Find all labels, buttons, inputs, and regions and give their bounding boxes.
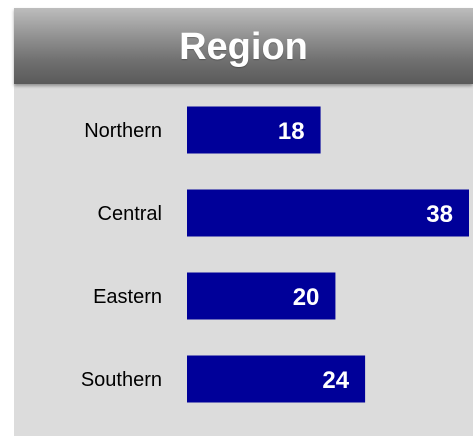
- value-label-central: 38: [426, 201, 453, 228]
- category-label-southern: Southern: [80, 369, 162, 391]
- category-label-northern: Northern: [84, 120, 162, 142]
- category-label-eastern: Eastern: [93, 286, 162, 308]
- chart-title: Region: [179, 26, 308, 68]
- value-label-eastern: 20: [292, 284, 320, 311]
- value-label-southern: 24: [322, 367, 350, 394]
- value-label-northern: 18: [277, 118, 305, 145]
- category-label-central: Central: [97, 203, 162, 225]
